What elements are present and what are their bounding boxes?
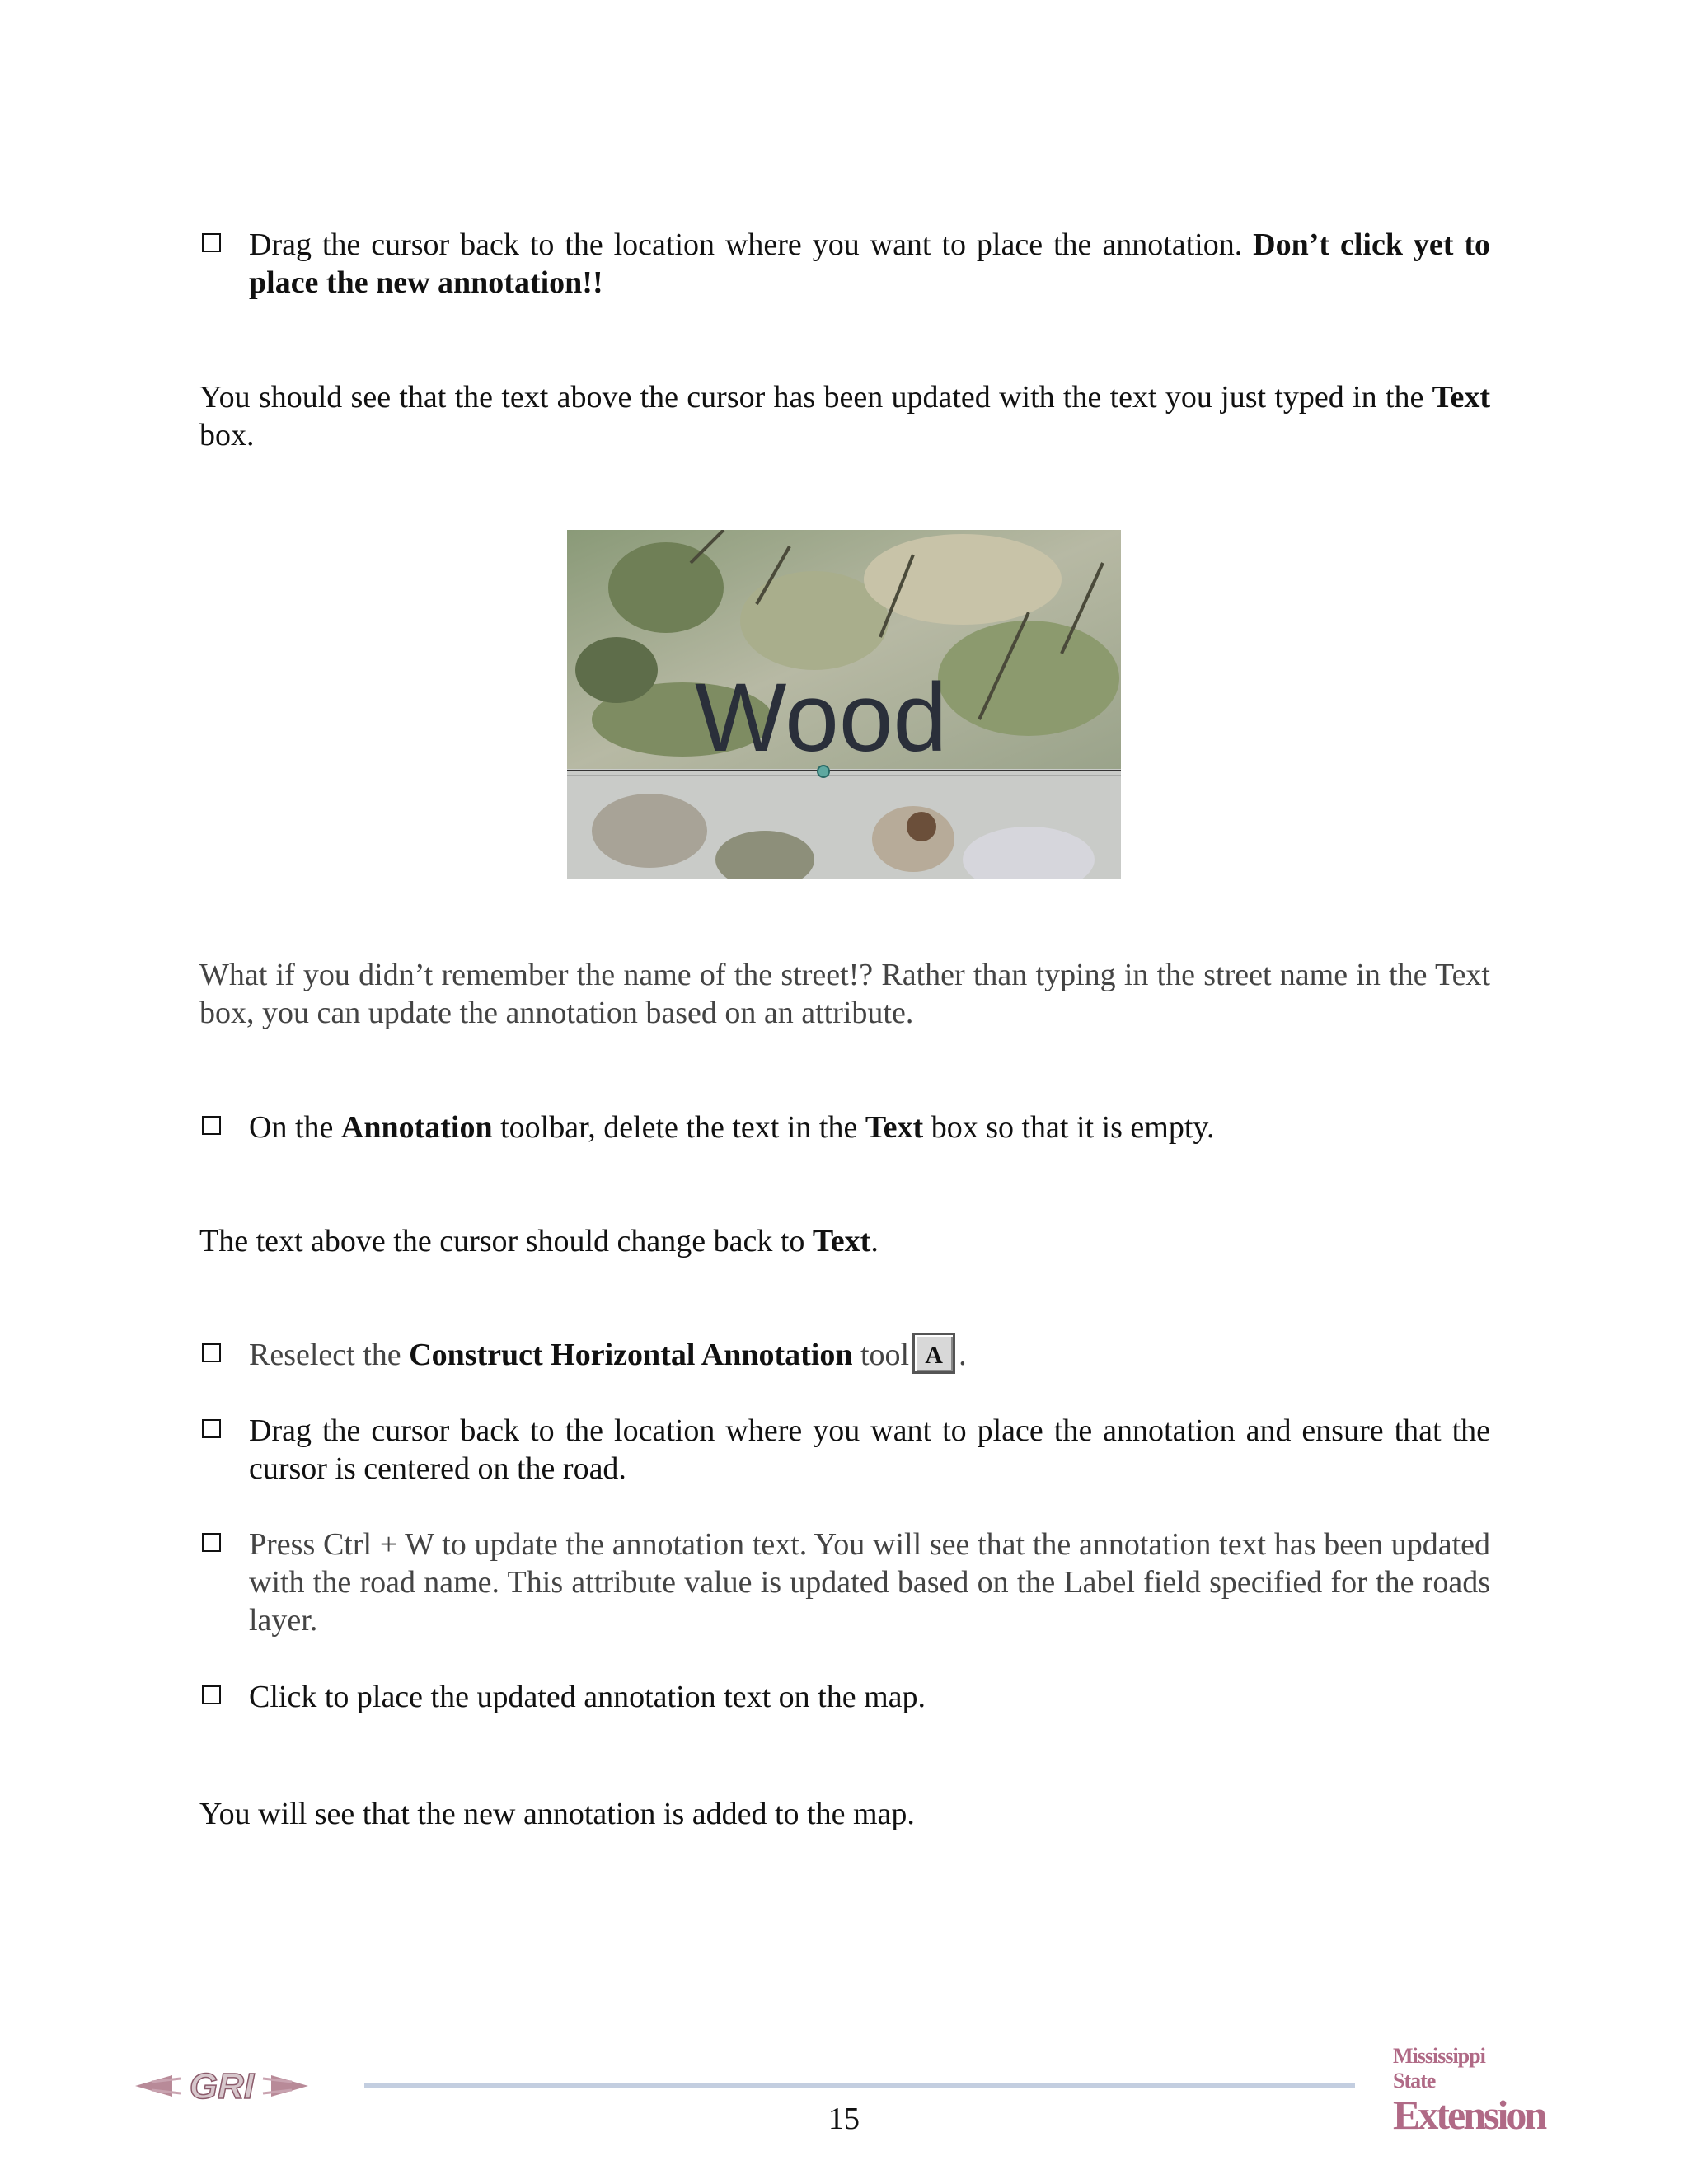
- paragraph-bold-text: Text: [812, 1224, 871, 1258]
- step-text: .: [959, 1338, 967, 1372]
- checklist-item-text: [249, 1336, 1490, 1374]
- gri-logo: [135, 2057, 308, 2115]
- step-text: box so that it is empty.: [923, 1110, 1215, 1145]
- checklist-item-drag-cursor: [199, 226, 1490, 302]
- checkbox[interactable]: [202, 1116, 221, 1135]
- step-text: toolbar, delete the text in the: [492, 1110, 865, 1145]
- step-text: Reselect the: [249, 1338, 410, 1372]
- checklist-item-text: Click to place the updated annotation text on the map.: [249, 1680, 926, 1714]
- checklist-item-reselect-tool: [199, 1336, 1490, 1374]
- step-text: tool: [852, 1338, 910, 1372]
- checklist-item-text: Press Ctrl + W to update the annotation text. You will see that the annotation text has been updated with the road name. This attribute value is updated based on the Label field specified for the roads layer.: [249, 1527, 1490, 1638]
- step-bold-text: Annotation: [340, 1110, 493, 1145]
- logo-line-2: Extension: [1393, 2092, 1545, 2138]
- paragraph-text: The text above the cursor should change back to: [199, 1224, 813, 1258]
- checkbox[interactable]: [202, 1685, 221, 1704]
- checklist-item-click-place: [199, 1678, 1490, 1716]
- checklist-item-text: [249, 1108, 1490, 1146]
- paragraph-bold-text: Text: [1432, 380, 1490, 415]
- checkbox[interactable]: [202, 1419, 221, 1438]
- step-text: Drag the cursor back to the location where you want to place the annotation.: [249, 227, 1254, 262]
- paragraph-street-name: What if you didn’t remember the name of the street!? Rather than typing in the street name in the Text box, you can update the annotation based on an attribute.: [199, 958, 1490, 1030]
- construct-horizontal-annotation-icon[interactable]: A: [912, 1333, 955, 1374]
- checkbox[interactable]: [202, 1533, 221, 1552]
- map-annotation-figure: [567, 530, 1121, 879]
- paragraph-text-change-back: [199, 1222, 1490, 1260]
- svg-text:GRI: GRI: [189, 2066, 255, 2107]
- step-bold-text: Construct Horizontal Annotation: [409, 1338, 853, 1372]
- msu-extension-logo: [1393, 2044, 1545, 2138]
- footer-divider: [364, 2083, 1355, 2088]
- page-number: 15: [828, 2102, 860, 2136]
- checkbox[interactable]: [202, 1343, 221, 1362]
- checklist-item-press-ctrl-w: [199, 1526, 1490, 1639]
- logo-line-1: Mississippi State: [1393, 2044, 1485, 2093]
- annotation-label-text: Wood: [695, 663, 948, 772]
- paragraph-annotation-added: You will see that the new annotation is added to the map.: [199, 1797, 915, 1831]
- step-bold-text: Don’t click yet to place the new annotation!!: [249, 227, 1490, 300]
- checklist-item-text: Drag the cursor back to the location where you want to place the annotation and ensure that the cursor is centered on the road.: [249, 1413, 1490, 1486]
- step-text: On the: [249, 1110, 341, 1145]
- checklist-item-text: [249, 226, 1490, 302]
- checkbox[interactable]: [202, 233, 221, 252]
- paragraph-tail: box.: [199, 418, 255, 452]
- paragraph-tail: .: [870, 1224, 879, 1258]
- paragraph-text: You should see that the text above the cursor has been updated with the text you just typed in the: [199, 380, 1432, 415]
- checklist-item-delete-text: [199, 1108, 1490, 1146]
- step-bold-text: Text: [865, 1110, 924, 1145]
- paragraph-text-updated: [199, 378, 1490, 454]
- checklist-item-center-cursor: [199, 1412, 1490, 1488]
